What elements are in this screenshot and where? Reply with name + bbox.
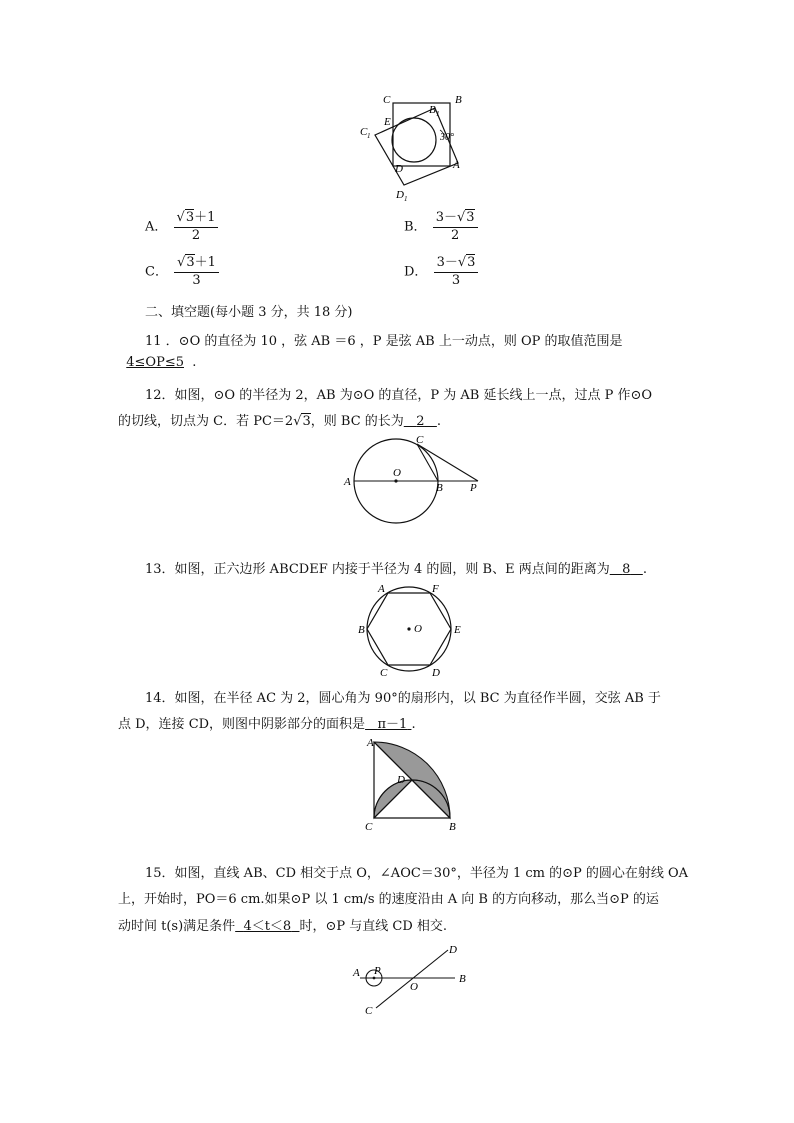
svg-text:B: B (436, 482, 443, 494)
q15-figure (345, 940, 475, 1020)
svg-text:E: E (384, 116, 391, 128)
option-d-label: D． (404, 264, 428, 280)
q11-line1: 11 ．⊙O 的直径为 10 ，弦 AB ＝6 ，P 是弦 AB 上一动点，则 OP 的取值范围是 (145, 334, 623, 349)
q13-line1: 13．如图，正六边形 ABCDEF 内接于半径为 4 的圆，则 B、E 两点间的距离为 8 . (145, 562, 647, 577)
section-heading: 二、填空题(每小题 3 分，共 18 分) (145, 305, 353, 320)
svg-text:A: A (378, 583, 385, 595)
svg-text:D: D (396, 189, 404, 201)
svg-text:P: P (374, 965, 381, 977)
svg-text:B: B (429, 104, 436, 116)
svg-text:1: 1 (436, 110, 440, 118)
q14-line2: 点 D，连接 CD，则图中阴影部分的面积是 π－1 . (118, 717, 416, 732)
svg-text:O: O (393, 467, 401, 479)
q11-answer: 4≤OP≤5 (126, 355, 184, 370)
svg-text:B: B (449, 821, 456, 833)
svg-text:30°: 30° (440, 132, 454, 143)
svg-text:C: C (360, 126, 368, 138)
svg-text:1: 1 (367, 132, 371, 140)
q15-answer: 4＜t＜8 (243, 919, 292, 934)
q13-hexagon-figure (355, 580, 465, 680)
svg-text:D: D (395, 163, 403, 175)
q12-figure (340, 430, 485, 528)
svg-text:C: C (380, 667, 388, 679)
option-a (145, 210, 218, 244)
q12-answer: 2 (416, 414, 425, 429)
q11-line2: 4≤OP≤5 . (126, 355, 197, 370)
svg-text:O: O (414, 623, 422, 635)
option-d-fraction: $\frac{3-√3}{3}$ (434, 255, 479, 289)
q15-line3: 动时间 t(s)满足条件 4＜t＜8 时，⊙P 与直线 CD 相交. (118, 919, 448, 934)
svg-text:B: B (358, 624, 365, 636)
svg-text:A: A (353, 967, 360, 979)
q12-line1: 12．如图，⊙O 的半径为 2，AB 为⊙O 的直径，P 为 AB 延长线上一点，过点 P 作⊙O (145, 388, 653, 403)
svg-text:1: 1 (404, 195, 408, 203)
svg-text:C: C (383, 94, 391, 106)
svg-text:A: A (367, 737, 374, 749)
q14-answer: π－1 (377, 717, 408, 732)
svg-text:E: E (454, 624, 461, 636)
option-a-fraction: $\frac{√3+1}{2}$ (174, 210, 219, 244)
svg-text:C: C (365, 1005, 373, 1017)
svg-text:F: F (432, 583, 439, 595)
q15-line2: 上，开始时，PO＝6 cm.如果⊙P 以 1 cm/s 的速度沿由 A 向 B 的方向移动，那么当⊙P 的运 (118, 892, 659, 907)
svg-text:P: P (470, 482, 477, 494)
option-a-label: A． (145, 219, 168, 235)
svg-text:D: D (432, 667, 440, 679)
option-d (404, 255, 478, 289)
q12-line2: 的切线，切点为 C．若 PC＝2√3，则 BC 的长为 2 . (118, 414, 442, 429)
option-b-fraction: $\frac{3-√3}{2}$ (433, 210, 478, 244)
svg-text:O: O (410, 981, 418, 993)
svg-text:C: C (365, 821, 373, 833)
svg-text:B: B (455, 94, 462, 106)
option-c-fraction: $\frac{√3+1}{3}$ (174, 255, 219, 289)
svg-text:A: A (344, 476, 351, 488)
option-c (145, 255, 219, 289)
q13-answer: 8 (622, 562, 631, 577)
option-b-label: B． (404, 219, 427, 235)
option-c-label: C． (145, 264, 168, 280)
q14-line1: 14．如图，在半径 AC 为 2，圆心角为 90°的扇形内，以 BC 为直径作半圆，交弦 AB 于 (145, 691, 661, 706)
svg-text:D: D (449, 944, 457, 956)
option-b (404, 210, 478, 244)
svg-text:A: A (453, 159, 460, 171)
rotated-squares-figure (350, 90, 480, 205)
svg-text:B: B (459, 973, 466, 985)
svg-text:D: D (397, 774, 405, 786)
q14-sector-figure (360, 735, 465, 835)
q15-line1: 15．如图，直线 AB、CD 相交于点 O，∠AOC＝30°，半径为 1 cm 的⊙P 的圆心在射线 OA (145, 866, 689, 881)
svg-text:C: C (416, 434, 424, 446)
